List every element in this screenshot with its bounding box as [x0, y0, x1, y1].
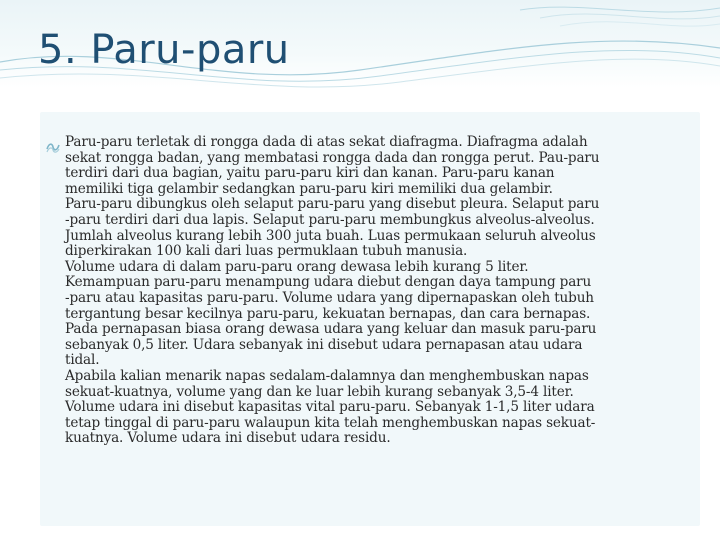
body-line: Pada pernapasan biasa orang dewasa udara yang keluar dan masuk paru-paru — [65, 321, 597, 338]
body-line: tetap tinggal di paru-paru walaupun kita telah menghembuskan napas sekuat- — [65, 414, 596, 431]
body-line: sebanyak 0,5 liter. Udara sebanyak ini disebut udara pernapasan atau udara — [65, 336, 583, 353]
body-line: Paru-paru terletak di rongga dada di atas sekat diafragma. Diafragma adalah — [65, 134, 588, 150]
body-line: sekat rongga badan, yang membatasi rongga dada dan rongga perut. Pau-paru — [65, 149, 600, 166]
body-line: terdiri dari dua bagian, yaitu paru-paru kiri dan kanan. Paru-paru kanan — [65, 165, 555, 182]
body-line: tidal. — [65, 352, 100, 369]
body-line: -paru terdiri dari dua lapis. Selaput paru-paru membungkus alveolus-alveolus. — [65, 211, 595, 228]
body-line: Apabila kalian menarik napas sedalam-dalamnya dan menghembuskan napas — [65, 367, 589, 384]
body-line: Kemampuan paru-paru menampung udara diebut dengan daya tampung paru — [65, 274, 592, 291]
body-line: tergantung besar kecilnya paru-paru, kekuatan bernapas, dan cara bernapas. — [65, 305, 591, 322]
slide-title: 5. Paru-paru — [38, 27, 290, 73]
wave-bullet-icon — [46, 141, 60, 153]
body-line: diperkirakan 100 kali dari luas permuklaan tubuh manusia. — [65, 243, 468, 260]
body-line: Jumlah alveolus kurang lebih 300 juta buah. Luas permukaan seluruh alveolus — [65, 227, 596, 244]
body-line: -paru atau kapasitas paru-paru. Volume udara yang dipernapaskan oleh tubuh — [65, 289, 594, 306]
body-text — [65, 135, 693, 447]
body-line: kuatnya. Volume udara ini disebut udara residu. — [65, 430, 391, 447]
body-line: Volume udara ini disebut kapasitas vital paru-paru. Sebanyak 1-1,5 liter udara — [65, 399, 595, 416]
body-line: Paru-paru dibungkus oleh selaput paru-paru yang disebut pleura. Selaput paru — [65, 196, 600, 213]
body-line: Volume udara di dalam paru-paru orang dewasa lebih kurang 5 liter. — [65, 258, 529, 275]
body-line: sekuat-kuatnya, volume yang dan ke luar lebih kurang sebanyak 3,5-4 liter. — [65, 383, 574, 400]
body-line: memiliki tiga gelambir sedangkan paru-paru kiri memiliki dua gelambir. — [65, 180, 553, 197]
